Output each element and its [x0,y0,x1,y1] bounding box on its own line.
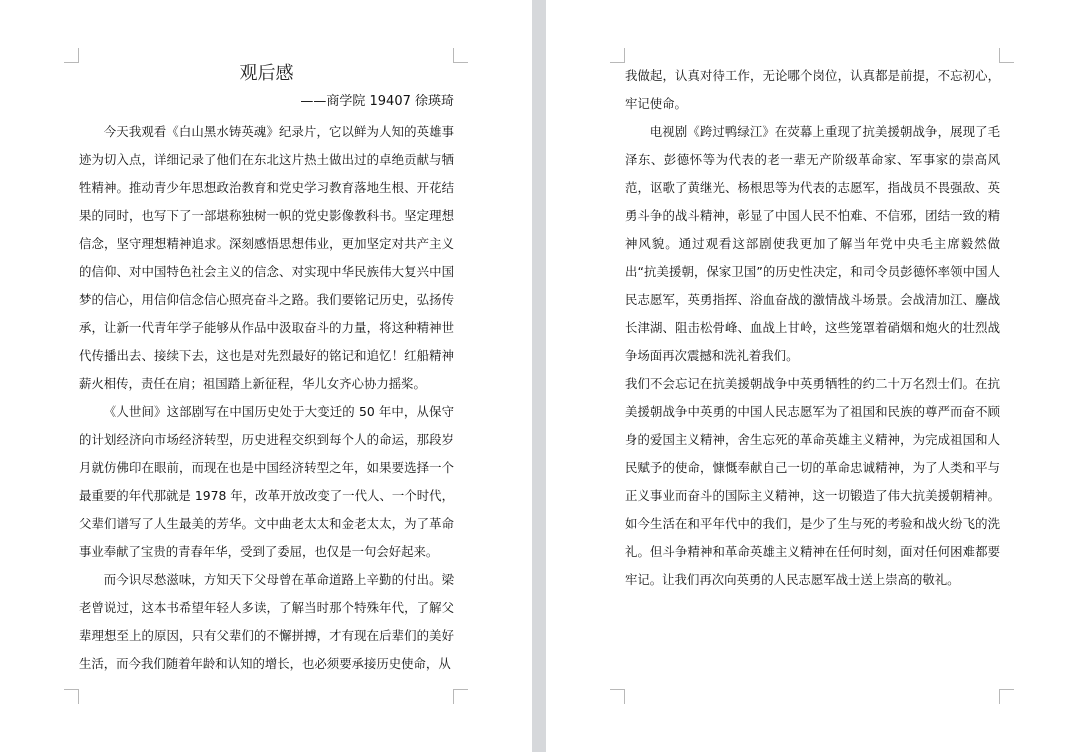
paragraph: 我做起，认真对待工作，无论哪个岗位，认真都是前提，不忘初心，牢记使命。 [625,68,1000,111]
corner-mark-top-left [610,48,625,63]
paragraph: 《人世间》这部剧写在中国历史处于大变迁的 50 年中，从保守的计划经济向市场经济转型，历史进程交织到每个人的命运，那段岁月就仿佛印在眼前，而现在也是中国经济转型之年，如果要选择一个最重要的年代那就是 1978 年，改革开放改变了一代人、一个时代，父辈们谱写了人生最美的芳华。文中曲老太太和金老太太，为了革命事业奉献了宝贵的青春年华，受到了委屈，也仅是一句会好起来。 [79,404,454,559]
page-gutter [532,0,546,752]
page-1 [0,0,532,752]
corner-mark-bottom-right [453,689,468,704]
paragraph: 电视剧《跨过鸭绿江》在荧幕上重现了抗美援朝战争，展现了毛泽东、彭德怀等为代表的老一辈无产阶级革命家、军事家的崇高风范，讴歌了黄继光、杨根思等为代表的志愿军，指战员不畏强敌、英勇斗争的战斗精神，彰显了中国人民不怕难、不信邪，团结一致的精神风貌。通过观看这部剧使我更加了解当年党中央毛主席毅然做出“抗美援朝，保家卫国”的历史性决定，和司令员彭德怀率领中国人民志愿军，英勇指挥、浴血奋战的激情战斗场景。会战清加江、鏖战长津湖、阻击松骨峰、血战上甘岭，这些笼罩着硝烟和炮火的壮烈战争场面再次震撼和洗礼着我们。 [625,124,1000,363]
document-title: 观后感 [239,63,294,84]
page-2 [546,0,1080,752]
page-2-body [625,62,1000,594]
page-1-body [79,118,454,678]
document-byline: ——商学院 19407 徐瑛琦 [300,94,454,109]
corner-mark-bottom-left [64,689,79,704]
paragraph: 今天我观看《白山黑水铸英魂》纪录片，它以鲜为人知的英雄事迹为切入点，详细记录了他们在东北这片热土做出过的卓绝贡献与牺牲精神。推动青少年思想政治教育和党史学习教育落地生根、开花结果的同时，也写下了一部堪称独树一帜的党史影像教科书。坚定理想信念，坚守理想精神追求。深刻感悟思想伟业，更加坚定对共产主义的信仰、对中国特色社会主义的信念、对实现中华民族伟大复兴中国梦的信心，用信仰信念信心照亮奋斗之路。我们要铭记历史，弘扬传承，让新一代青年学子能够从作品中汲取奋斗的力量，将这种精神世代传播出去、接续下去，这也是对先烈最好的铭记和追忆！红船精神薪火相传，责任在肩；祖国踏上新征程，华儿女齐心协力摇桨。 [79,124,454,391]
corner-mark-top-right [453,48,468,63]
corner-mark-bottom-right [999,689,1014,704]
paragraph: 我们不会忘记在抗美援朝战争中英勇牺牲的约二十万名烈士们。在抗美援朝战争中英勇的中国人民志愿军为了祖国和民族的尊严而奋不顾身的爱国主义精神，舍生忘死的革命英雄主义精神，为完成祖国和人民赋予的使命，慷慨奉献自己一切的革命忠诚精神，为了人类和平与正义事业而奋斗的国际主义精神，这一切锻造了伟大抗美援朝精神。如今生活在和平年代中的我们，是少了生与死的考验和战火纷飞的洗礼。但斗争精神和革命英雄主义精神在任何时刻，面对任何困难都要牢记。让我们再次向英勇的人民志愿军战士送上崇高的敬礼。 [625,376,1000,587]
corner-mark-top-right [999,48,1014,63]
corner-mark-bottom-left [610,689,625,704]
paragraph: 而今识尽愁滋味，方知天下父母曾在革命道路上辛勤的付出。梁老曾说过，这本书希望年轻人多读，了解当时那个特殊年代，了解父辈理想至上的原因，只有父辈们的不懈拼搏，才有现在后辈们的美好生活，而今我们随着年龄和认知的增长，也必须要承接历史使命，从 [79,572,454,671]
corner-mark-top-left [64,48,79,63]
